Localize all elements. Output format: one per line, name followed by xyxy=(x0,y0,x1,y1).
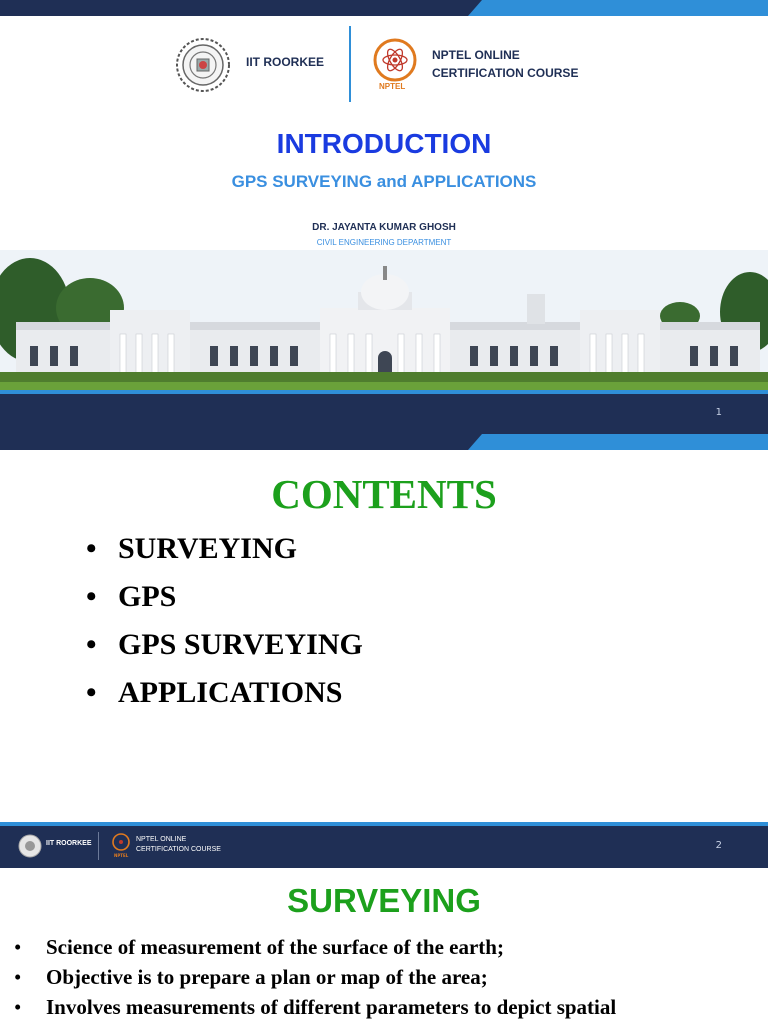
iit-roorkee-logo-icon xyxy=(175,37,231,93)
surveying-title: SURVEYING xyxy=(287,882,481,919)
footer-bar xyxy=(0,826,768,868)
slide-2 xyxy=(0,434,768,882)
nptel-line-2: CERTIFICATION COURSE xyxy=(432,66,579,80)
nptel-logo-text: NPTEL xyxy=(379,82,406,91)
list-item: • GPS xyxy=(86,580,177,613)
slide-3 xyxy=(0,882,768,1024)
department-name: CIVIL ENGINEERING DEPARTMENT xyxy=(316,238,452,247)
list-item: • GPS SURVEYING xyxy=(86,628,363,661)
iit-roorkee-label: IIT ROORKEE xyxy=(246,55,325,69)
footer-nptel-logo-text: NPTEL xyxy=(114,853,129,858)
slide-title: INTRODUCTION xyxy=(276,128,492,159)
top-bar-accent xyxy=(468,0,768,16)
top-bar-accent xyxy=(468,434,768,450)
footer-iit-label: IIT ROORKEE xyxy=(46,840,92,847)
list-item: • APPLICATIONS xyxy=(86,676,343,709)
list-item: • Involves measurements of different parameters to depict spatial xyxy=(14,995,617,1019)
nptel-line-1: NPTEL ONLINE xyxy=(432,48,520,62)
footer-bar xyxy=(0,394,768,434)
footer-nptel-line-2: CERTIFICATION COURSE xyxy=(136,846,221,853)
surveying-list xyxy=(14,934,616,1024)
contents-list xyxy=(86,530,363,722)
footer-divider xyxy=(98,832,99,860)
footer-nptel-line-1: NPTEL ONLINE xyxy=(136,836,187,843)
list-item: • Science of measurement of the surface of the earth; xyxy=(14,935,504,959)
page-number: 1 xyxy=(715,407,722,418)
list-item: • SURVEYING xyxy=(86,532,297,565)
author-name: DR. JAYANTA KUMAR GHOSH xyxy=(312,222,456,233)
iit-roorkee-logo-icon xyxy=(18,834,42,858)
logo-divider xyxy=(349,26,351,102)
slide-subtitle: GPS SURVEYING and APPLICATIONS xyxy=(231,172,537,191)
slide-1 xyxy=(0,0,768,434)
list-item: • Objective is to prepare a plan or map of the area; xyxy=(14,965,488,989)
iit-building-image xyxy=(0,250,768,394)
page-number: 2 xyxy=(715,840,722,851)
contents-title: CONTENTS xyxy=(271,471,497,517)
